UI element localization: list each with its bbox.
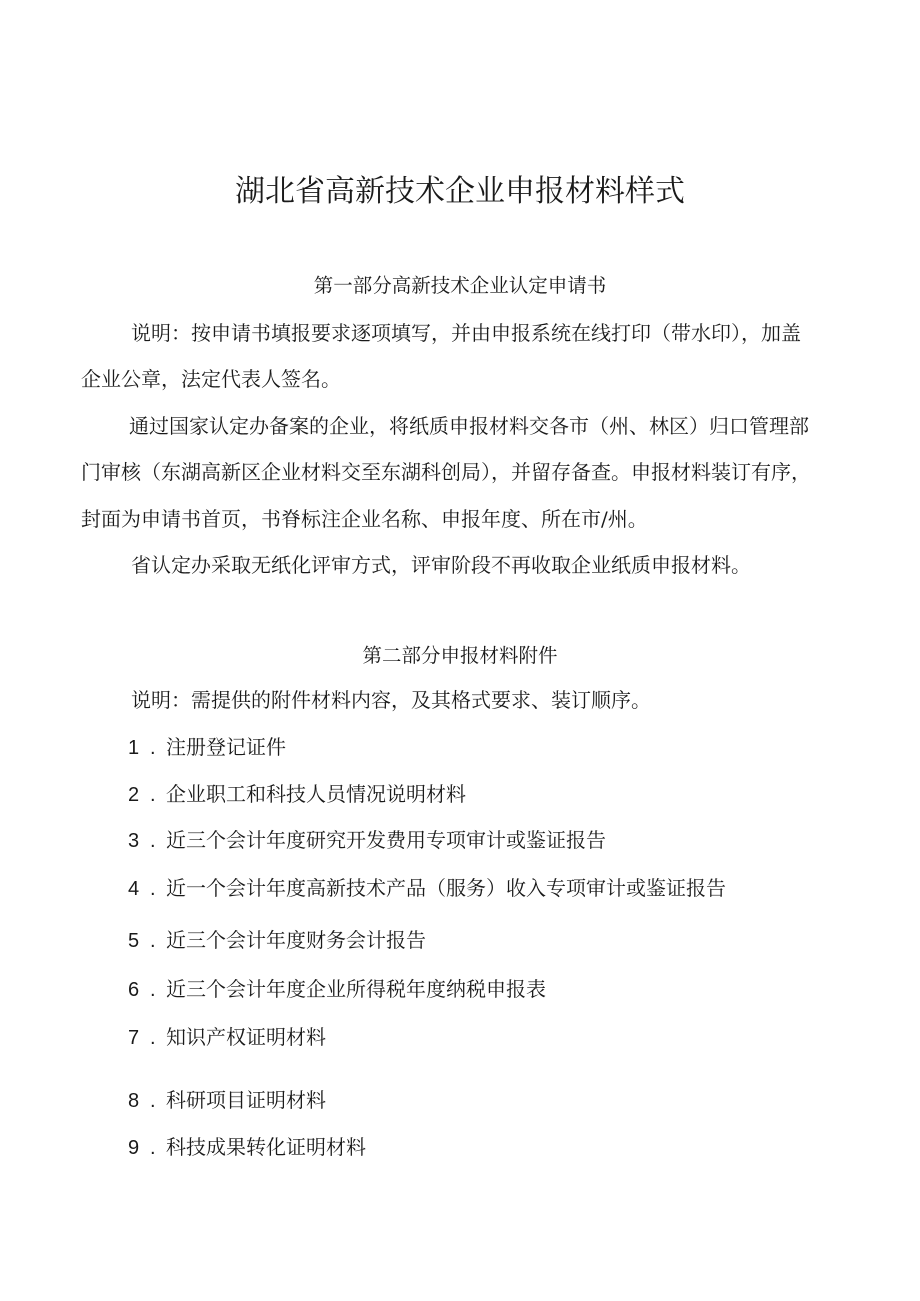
list-item: 7 . 知识产权证明材料 xyxy=(128,1025,326,1049)
list-item: 1 . 注册登记证件 xyxy=(128,735,286,759)
page-title: 湖北省高新技术企业申报材料样式 xyxy=(235,174,685,209)
part2-heading: 第二部分申报材料附件 xyxy=(362,644,558,667)
list-item-text: 知识产权证明材料 xyxy=(166,1025,326,1049)
part1-line-4: 门审核（东湖高新区企业材料交至东湖科创局），并留存备查。申报材料装订有序， xyxy=(81,460,811,484)
list-item-number: 5 xyxy=(128,930,140,952)
list-item-text: 科技成果转化证明材料 xyxy=(166,1135,366,1159)
list-item-number: 4 xyxy=(128,878,140,900)
list-item-text: 近三个会计年度财务会计报告 xyxy=(166,928,426,952)
list-item-number: 6 xyxy=(128,979,140,1001)
list-item-text: 近三个会计年度企业所得税年度纳税申报表 xyxy=(166,977,546,1001)
list-item-text: 企业职工和科技人员情况说明材料 xyxy=(166,782,466,806)
list-item: 8 . 科研项目证明材料 xyxy=(128,1088,326,1112)
list-item-text: 注册登记证件 xyxy=(166,735,286,759)
part1-line-5: 封面为申请书首页，书脊标注企业名称、申报年度、所在市/州。 xyxy=(81,507,648,531)
part1-line-6: 省认定办采取无纸化评审方式，评审阶段不再收取企业纸质申报材料。 xyxy=(131,553,751,577)
list-item-number: 9 xyxy=(128,1137,140,1159)
list-item-text: 近一个会计年度高新技术产品（服务）收入专项审计或鉴证报告 xyxy=(166,876,726,900)
part1-heading: 第一部分高新技术企业认定申请书 xyxy=(313,274,607,297)
part1-line-3: 通过国家认定办备案的企业，将纸质申报材料交各市（州、林区）归口管理部 xyxy=(129,414,809,438)
list-item-number: 3 xyxy=(128,830,140,852)
list-item: 6 . 近三个会计年度企业所得税年度纳税申报表 xyxy=(128,977,546,1001)
part2-note: 说明：需提供的附件材料内容，及其格式要求、装订顺序。 xyxy=(131,688,651,712)
part1-line-1: 说明：按申请书填报要求逐项填写，并由申报系统在线打印（带水印），加盖 xyxy=(131,321,801,345)
list-item: 4 . 近一个会计年度高新技术产品（服务）收入专项审计或鉴证报告 xyxy=(128,876,726,900)
list-item: 2 . 企业职工和科技人员情况说明材料 xyxy=(128,782,466,806)
list-item-number: 2 xyxy=(128,784,140,806)
list-item-text: 科研项目证明材料 xyxy=(166,1088,326,1112)
list-item-number: 7 xyxy=(128,1027,140,1049)
list-item: 3 . 近三个会计年度研究开发费用专项审计或鉴证报告 xyxy=(128,828,606,852)
list-item: 5 . 近三个会计年度财务会计报告 xyxy=(128,928,426,952)
list-item-number: 8 xyxy=(128,1090,140,1112)
part1-line-2: 企业公章，法定代表人签名。 xyxy=(81,367,341,391)
list-item-text: 近三个会计年度研究开发费用专项审计或鉴证报告 xyxy=(166,828,606,852)
list-item: 9 . 科技成果转化证明材料 xyxy=(128,1135,366,1159)
list-item-number: 1 xyxy=(128,737,140,759)
